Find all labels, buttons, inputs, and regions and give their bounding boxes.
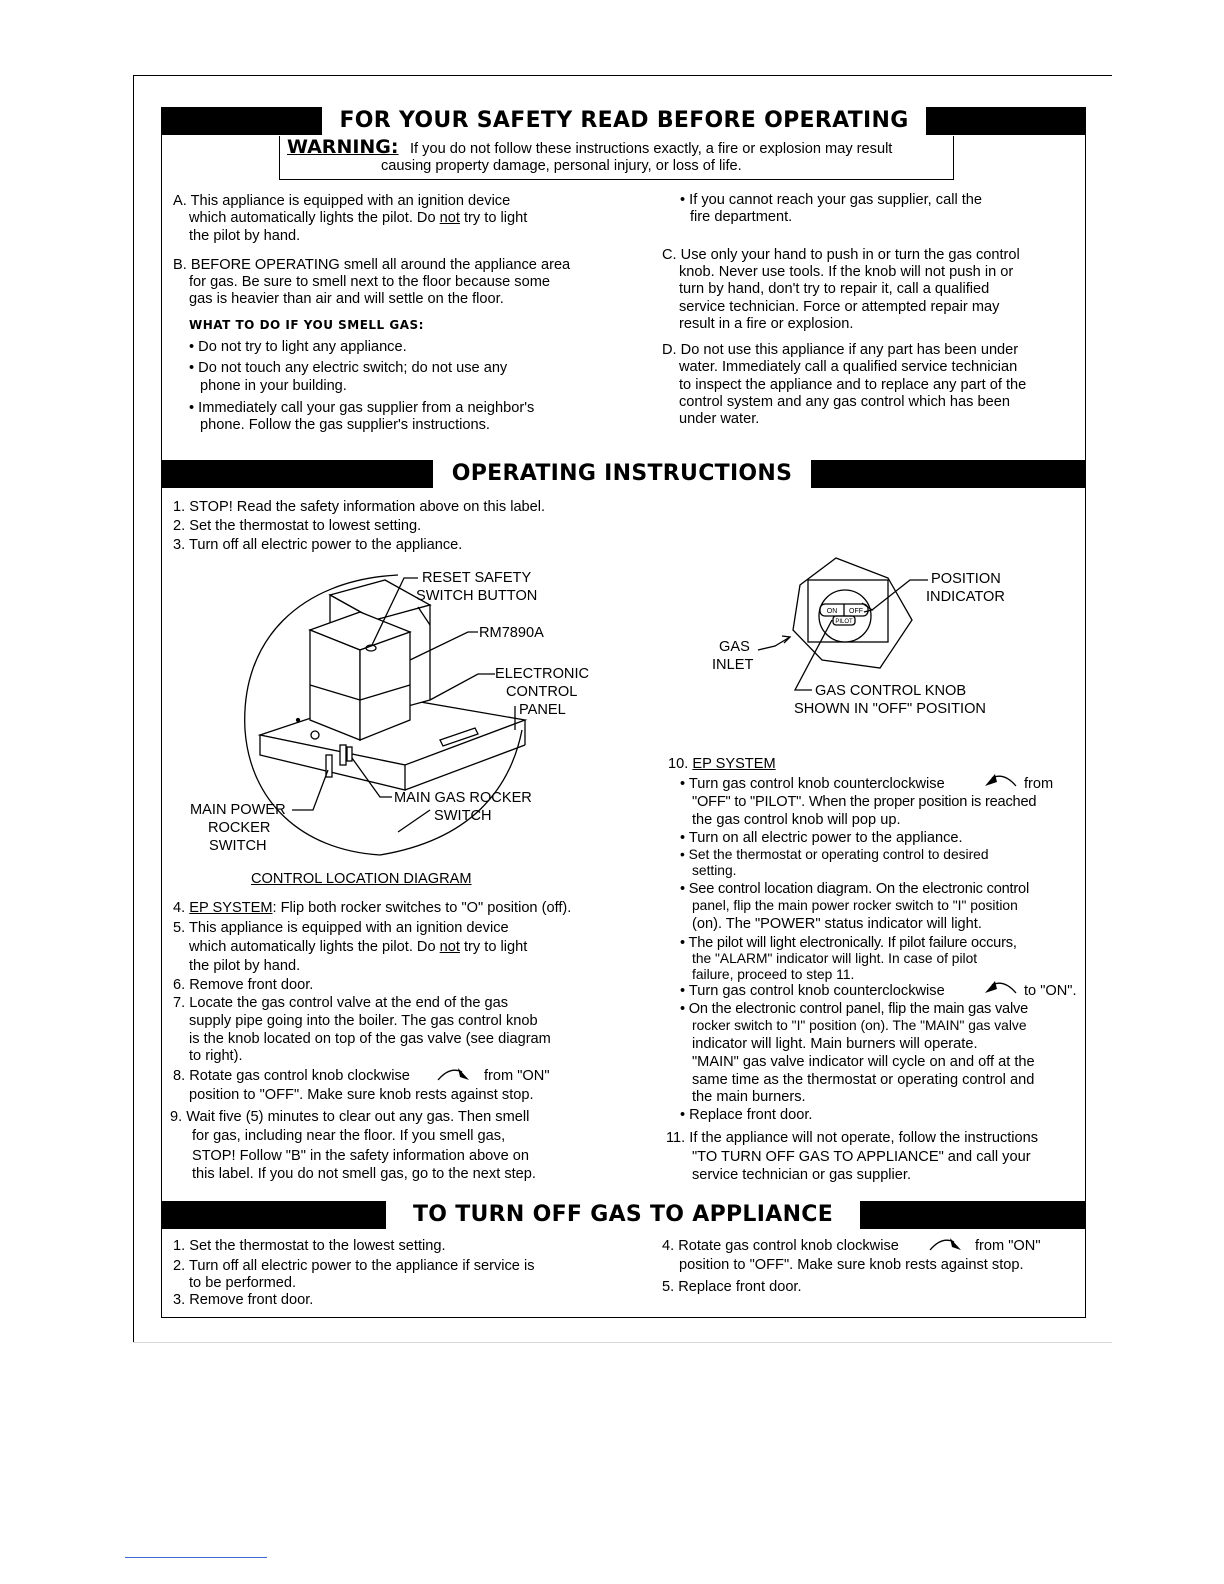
turnoff-step-3: 3. Remove front door. xyxy=(173,1292,314,1308)
op-step-10-line-3: the gas control knob will pop up. xyxy=(692,812,901,828)
turnoff-step-4-line-1b: from "ON" xyxy=(975,1238,1041,1254)
knob-on-text: ON xyxy=(826,608,838,615)
warning-label: WARNING: xyxy=(287,136,399,158)
turnoff-step-1: 1. Set the thermostat to the lowest setting. xyxy=(173,1238,446,1254)
op-step-8-line-2: position to "OFF". Make sure knob rests against stop. xyxy=(189,1087,534,1103)
safety-a-line-2: which automatically lights the pilot. Do not try to light xyxy=(189,210,528,226)
smell-item-3-line-2: phone. Follow the gas supplier's instructions. xyxy=(200,417,490,433)
counterclockwise-arrow-icon xyxy=(982,979,1018,997)
turnoff-step-2-line-2: to be performed. xyxy=(189,1275,297,1291)
turnoff-step-2-line-1: 2. Turn off all electric power to the appliance if service is xyxy=(173,1258,535,1274)
label-ecp-3: PANEL xyxy=(519,702,566,718)
op-step-11-line-3: service technician or gas supplier. xyxy=(692,1167,912,1183)
op-step-7-line-2: supply pipe going into the boiler. The gas control knob xyxy=(189,1013,538,1029)
op-step-10-line-20: • Replace front door. xyxy=(680,1107,813,1123)
safety-d-line-1: D. Do not use this appliance if any part has been under xyxy=(662,342,1019,358)
op-step-10-line-14: • On the electronic control panel, flip the main gas valve xyxy=(680,1001,1029,1017)
label-ecp-2: CONTROL xyxy=(506,684,578,700)
op-step-10-line-10: • The pilot will light electronically. If pilot failure occurs, xyxy=(680,935,1017,951)
op-step-10-line-8: panel, flip the main power rocker switch to "I" position xyxy=(692,898,1018,913)
label-reset-1: RESET SAFETY xyxy=(422,570,532,586)
op-step-1: 1. STOP! Read the safety information above on this label. xyxy=(173,499,546,515)
op-step-10-line-2: "OFF" to "PILOT". When the proper position is reached xyxy=(692,794,1037,810)
op-step-10-line-6: setting. xyxy=(692,863,737,878)
safety-b-line-3: gas is heavier than air and will settle on the floor. xyxy=(189,291,504,307)
op-step-7-line-3: is the knob located on top of the gas valve (see diagram xyxy=(189,1031,551,1047)
safety-d-line-2: water. Immediately call a qualified service technician xyxy=(679,359,1018,375)
label-ecp-1: ELECTRONIC xyxy=(495,666,590,682)
op-step-10-line-9: (on). The "POWER" status indicator will light. xyxy=(692,916,982,932)
label-position-2: INDICATOR xyxy=(926,589,1005,605)
op-step-10-line-18: same time as the thermostat or operating control and xyxy=(692,1072,1035,1088)
label-main-gas-1: MAIN GAS ROCKER xyxy=(394,790,532,806)
op-step-10-line-16: indicator will light. Main burners will operate. xyxy=(692,1036,978,1052)
label-gas-inlet-1: GAS xyxy=(719,639,750,655)
smell-item-1: • Do not try to light any appliance. xyxy=(189,339,407,355)
knob-off-text: OFF xyxy=(849,608,863,615)
op-step-5-line-3: the pilot by hand. xyxy=(189,958,301,974)
clockwise-arrow-icon xyxy=(436,1066,472,1084)
warning-line-2: causing property damage, personal injury, or loss of life. xyxy=(381,158,742,174)
turnoff-step-5: 5. Replace front door. xyxy=(662,1279,802,1295)
op-step-4: 4. EP SYSTEM: Flip both rocker switches to "O" position (off). xyxy=(173,900,572,916)
operating-title: OPERATING INSTRUCTIONS xyxy=(433,460,811,488)
op-step-10-line-15: rocker switch to "I" position (on). The "MAIN" gas valve xyxy=(692,1018,1027,1033)
op-step-10-line-13b: to "ON". xyxy=(1024,983,1077,999)
safety-b-line-1: B. BEFORE OPERATING smell all around the appliance area xyxy=(173,257,571,273)
safety-c-line-5: result in a fire or explosion. xyxy=(679,316,854,332)
op-step-9-line-3: STOP! Follow "B" in the safety information above on xyxy=(192,1148,529,1164)
clockwise-arrow-icon xyxy=(928,1236,964,1254)
label-rm7890a: RM7890A xyxy=(479,625,544,641)
op-step-10-heading: 10. EP SYSTEM xyxy=(668,756,776,772)
op-step-8-line-1b: from "ON" xyxy=(484,1068,550,1084)
op-step-9-line-1: 9. Wait five (5) minutes to clear out any gas. Then smell xyxy=(170,1109,530,1125)
safety-a-line-1: A. This appliance is equipped with an ignition device xyxy=(173,193,511,209)
op-step-5-line-2: which automatically lights the pilot. Do not try to light xyxy=(189,939,528,955)
label-reset-2: SWITCH BUTTON xyxy=(416,588,538,604)
label-knob-2: SHOWN IN "OFF" POSITION xyxy=(794,701,986,717)
safety-c-line-1: C. Use only your hand to push in or turn the gas control xyxy=(662,247,1020,263)
label-main-gas-2: SWITCH xyxy=(434,808,492,824)
turnoff-step-4-line-2: position to "OFF". Make sure knob rests against stop. xyxy=(679,1257,1024,1273)
op-step-10-line-19: the main burners. xyxy=(692,1089,806,1105)
smell-item-2-line-1: • Do not touch any electric switch; do not use any xyxy=(189,360,508,376)
label-gas-inlet-2: INLET xyxy=(712,657,754,673)
right-bullet-line-2: fire department. xyxy=(690,209,793,225)
op-step-9-line-4: this label. If you do not smell gas, go to the next step. xyxy=(192,1166,536,1182)
label-main-power-3: SWITCH xyxy=(209,838,267,854)
smell-gas-heading: WHAT TO DO IF YOU SMELL GAS: xyxy=(189,318,424,332)
op-step-10-line-13a: • Turn gas control knob counterclockwise xyxy=(680,983,945,999)
counterclockwise-arrow-icon xyxy=(982,772,1018,790)
safety-a-line-3: the pilot by hand. xyxy=(189,228,301,244)
op-step-10-line-11: the "ALARM" indicator will light. In case of pilot xyxy=(692,951,978,966)
op-step-11-line-1: 11. If the appliance will not operate, follow the instructions xyxy=(666,1130,1039,1146)
warning-line-1: If you do not follow these instructions exactly, a fire or explosion may result xyxy=(410,141,893,157)
op-step-7-line-4: to right). xyxy=(189,1048,243,1064)
op-step-9-line-2: for gas, including near the floor. If you smell gas, xyxy=(192,1128,506,1144)
smell-item-2-line-2: phone in your building. xyxy=(200,378,347,394)
turnoff-step-4-line-1a: 4. Rotate gas control knob clockwise xyxy=(662,1238,899,1254)
right-bullet-line-1: • If you cannot reach your gas supplier, call the xyxy=(680,192,983,208)
safety-d-line-4: control system and any gas control which has been xyxy=(679,394,1010,410)
label-knob-1: GAS CONTROL KNOB xyxy=(815,683,967,699)
safety-b-line-2: for gas. Be sure to smell next to the floor because some xyxy=(189,274,550,290)
turnoff-title: TO TURN OFF GAS TO APPLIANCE xyxy=(386,1201,860,1229)
op-step-2: 2. Set the thermostat to lowest setting. xyxy=(173,518,422,534)
op-step-10-line-1b: from xyxy=(1024,776,1054,792)
safety-c-line-2: knob. Never use tools. If the knob will not push in or xyxy=(679,264,1014,280)
safety-title: FOR YOUR SAFETY READ BEFORE OPERATING xyxy=(322,107,926,135)
safety-c-line-3: turn by hand, don't try to repair it, call a qualified xyxy=(679,281,990,297)
label-main-power-2: ROCKER xyxy=(208,820,271,836)
op-step-10-line-5: • Set the thermostat or operating control to desired xyxy=(680,847,989,862)
op-step-6: 6. Remove front door. xyxy=(173,977,314,993)
op-step-10-line-4: • Turn on all electric power to the appliance. xyxy=(680,830,963,846)
op-step-11-line-2: "TO TURN OFF GAS TO APPLIANCE" and call your xyxy=(692,1149,1031,1165)
op-step-7-line-1: 7. Locate the gas control valve at the end of the gas xyxy=(173,995,509,1011)
smell-item-3-line-1: • Immediately call your gas supplier from a neighbor's xyxy=(189,400,535,416)
knob-pilot-text: PILOT xyxy=(835,619,853,625)
safety-c-line-4: service technician. Force or attempted repair may xyxy=(679,299,1000,315)
diagram-caption: CONTROL LOCATION DIAGRAM xyxy=(251,871,472,887)
label-position-1: POSITION xyxy=(931,571,1001,587)
label-main-power-1: MAIN POWER xyxy=(190,802,286,818)
op-step-10-line-7: • See control location diagram. On the electronic control xyxy=(680,881,1030,897)
op-step-5-line-1: 5. This appliance is equipped with an ignition device xyxy=(173,920,509,936)
op-step-10-line-1a: • Turn gas control knob counterclockwise xyxy=(680,776,945,792)
op-step-3: 3. Turn off all electric power to the appliance. xyxy=(173,537,463,553)
safety-d-line-3: to inspect the appliance and to replace any part of the xyxy=(679,377,1027,393)
op-step-8-line-1a: 8. Rotate gas control knob clockwise xyxy=(173,1068,410,1084)
op-step-10-line-12: failure, proceed to step 11. xyxy=(692,967,855,982)
op-step-10-line-17: "MAIN" gas valve indicator will cycle on and off at the xyxy=(692,1054,1035,1070)
safety-d-line-5: under water. xyxy=(679,411,760,427)
